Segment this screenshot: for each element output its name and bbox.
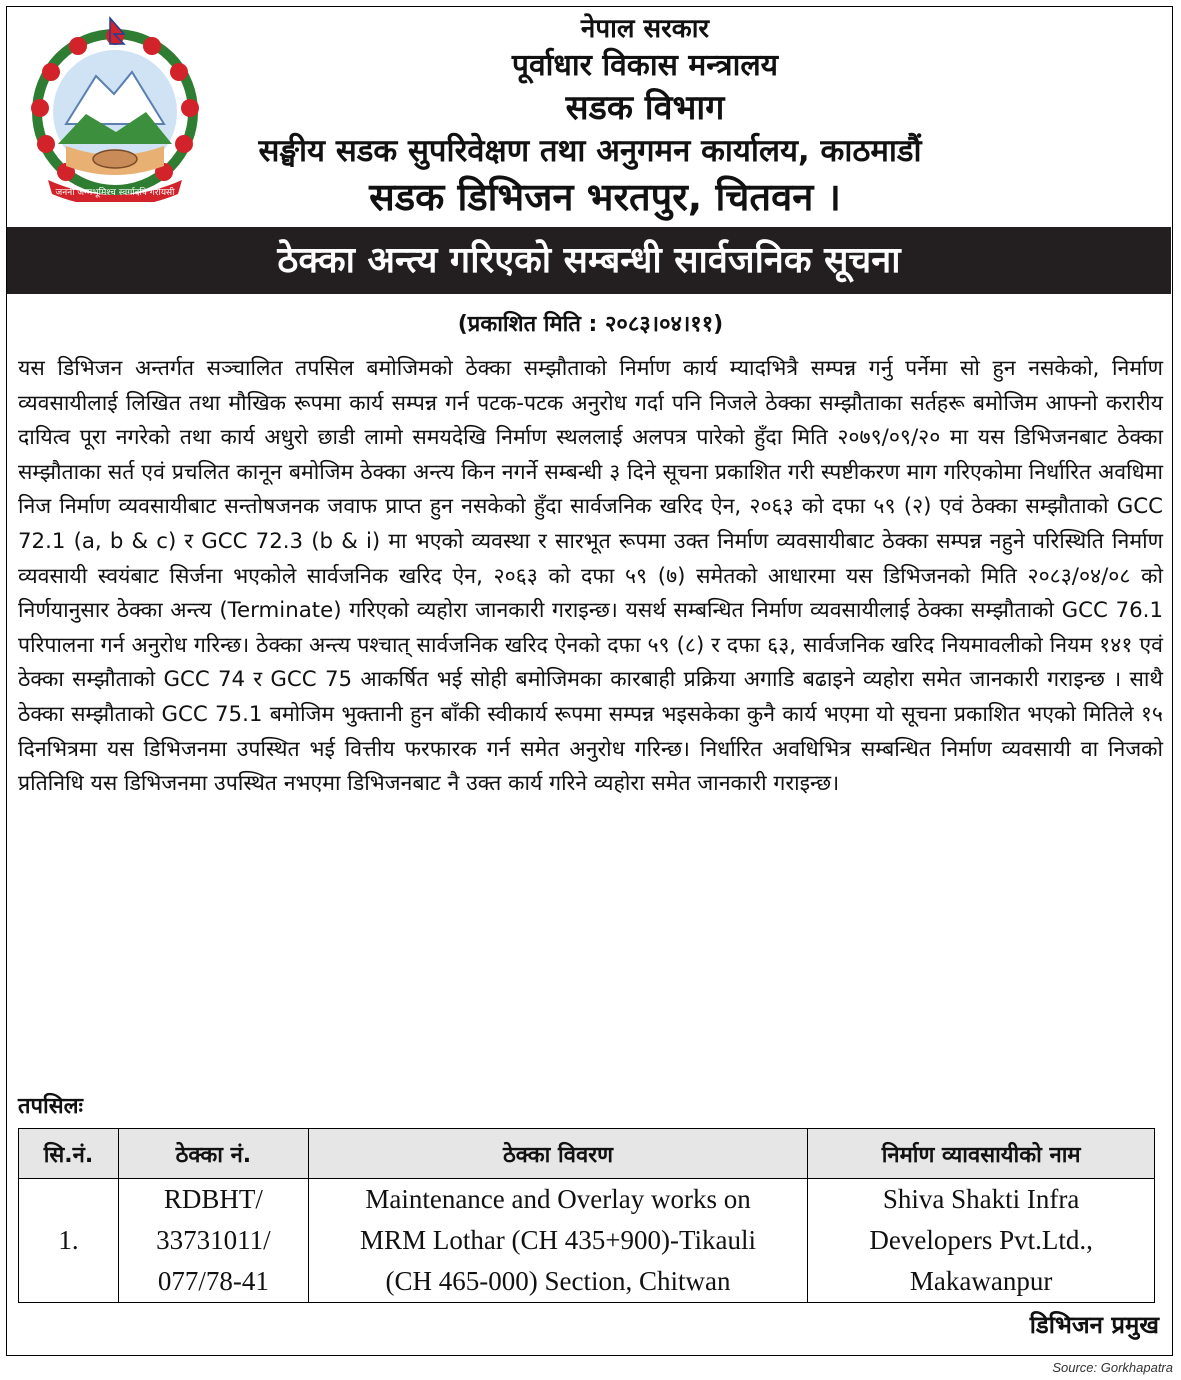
office-name: सङ्घीय सडक सुपरिवेक्षण तथा अनुगमन कार्यालय, काठमाडौं	[258, 133, 922, 169]
cell-contractor	[808, 1179, 1155, 1303]
notice-title-banner: ठेक्का अन्त्य गरिएको सम्बन्धी सार्वजनिक सूचना	[7, 227, 1171, 294]
contractor-line: Shiva Shakti Infra	[882, 1184, 1080, 1214]
contract-no-line: 33731011/	[156, 1225, 271, 1255]
signature-division-chief: डिभिजन प्रमुख	[1029, 1311, 1159, 1339]
notice-body: यस डिभिजन अन्तर्गत सञ्चालित तपसिल बमोजिमको ठेक्का सम्झौताको निर्माण कार्य म्यादभित्रै सम्पन्न गर्नु पर्नेमा सो हुन नसकेको, निर्माण व्यवसायीलाई लिखित तथा मौखिक रूपमा कार्य सम्पन्न गर्न पटक-पटक अनुरोध गर्दा पनि निजले ठेक्का सम्झौताका सर्तहरू बमोजिम आफ्नो करारीय दायित्व पूरा नगरेको तथा कार्य अधुरो छाडी लामो समयदेखि निर्माण स्थललाई अलपत्र पारेको हुँदा मिति २०७९/०९/२० मा यस डिभिजनबाट ठेक्का सम्झौताका सर्त एवं प्रचलित कानून बमोजिम ठेक्का अन्त्य किन नगर्ने सम्बन्धी ३ दिने सूचना प्रकाशित गरी स्पष्टीकरण माग गरिएकोमा निर्धारित अवधिमा निज निर्माण व्यवसायीबाट सन्तोषजनक जवाफ प्राप्त हुन नसकेको हुँदा सार्वजनिक खरिद ऐन, २०६३ को दफा ५९ (२) एवं ठेक्का सम्झौताको GCC 72.1 (a, b & c) र GCC 72.3 (b & i) मा भएको व्यवस्था र सारभूत रूपमा उक्त निर्माण व्यवसायीबाट ठेक्का सम्पन्न नहुने परिस्थिति निर्माण व्यवसायी स्वयंबाट सिर्जना भएकोले सार्वजनिक खरिद ऐन, २०६३ को दफा ५९ (७) समेतको आधारमा यस डिभिजनको मिति २०८३/०४/०८ को निर्णयानुसार ठेक्का अन्त्य (Terminate) गरिएको व्यहोरा जानकारी गराइन्छ। यसर्थ सम्बन्धित निर्माण व्यवसायीलाई ठेक्का सम्झौताको GCC 76.1 परिपालना गर्न अनुरोध गरिन्छ। ठेक्का अन्त्य पश्चात् सार्वजनिक खरिद ऐनको दफा ५९ (८) र दफा ६३, सार्वजनिक खरिद नियमावलीको नियम १४१ एवं ठेक्का सम्झौताको GCC 74 र GCC 75 आकर्षित भई सोही बमोजिमका कारबाही प्रक्रिया अगाडि बढाइने व्यहोरा समेत जानकारी गराइन्छ । साथै ठेक्का सम्झौताको GCC 75.1 बमोजिम भुक्तानी हुन बाँकी स्वीकार्य रूपमा सम्पन्न भइसकेका कुनै कार्य भएमा यो सूचना प्रकाशित भएको मितिले १५ दिनभित्रमा यस डिभिजनमा उपस्थित भई वित्तीय फरफारक गर्न समेत अनुरोध गरिन्छ। निर्धारित अवधिभित्र सम्बन्धित निर्माण व्यवसायी वा निजको प्रतिनिधि यस डिभिजनमा उपस्थित नभएमा डिभिजनबाट नै उक्त कार्य गरिने व्यहोरा समेत जानकारी गराइन्छ।	[18, 356, 1163, 797]
ministry-name: पूर्वाधार विकास मन्त्रालय	[511, 48, 779, 83]
contract-table	[18, 1128, 1155, 1303]
source-credit: Source: Gorkhapatra	[1052, 1360, 1173, 1375]
published-date: (प्रकाशित मिति : २०८३।०४।११)	[457, 312, 724, 337]
description-line: Maintenance and Overlay works on	[365, 1184, 751, 1214]
description-line: (CH 465-000) Section, Chitwan	[385, 1266, 731, 1296]
contractor-line: Makawanpur	[909, 1266, 1053, 1296]
division-name: सडक डिभिजन भरतपुर, चितवन ।	[369, 175, 841, 219]
cell-sn: 1.	[19, 1179, 119, 1303]
header	[205, 12, 1175, 222]
description-line: MRM Lothar (CH 435+900)-Tikauli	[360, 1225, 757, 1255]
table-row	[19, 1179, 1155, 1303]
cell-description	[308, 1179, 807, 1303]
tapasil-label: तपसिलः	[18, 1094, 83, 1119]
contract-no-line: RDBHT/	[163, 1184, 263, 1214]
header-description: ठेक्का विवरण	[308, 1129, 807, 1179]
contractor-line: Developers Pvt.Ltd.,	[869, 1225, 1093, 1255]
emblem-motto: जननी जन्मभूमिश्च स्वर्गादपि गरीयसी	[55, 188, 175, 198]
header-contractor: निर्माण व्यावसायीको नाम	[808, 1129, 1155, 1179]
contract-no-line: 077/78-41	[157, 1266, 269, 1296]
government-name: नेपाल सरकार	[580, 14, 710, 44]
table-header-row	[19, 1129, 1155, 1179]
header-contract-no: ठेक्का नं.	[118, 1129, 308, 1179]
cell-contract-no	[118, 1179, 308, 1303]
department-name: सडक विभाग	[565, 88, 725, 128]
header-sn: सि.नं.	[19, 1129, 119, 1179]
